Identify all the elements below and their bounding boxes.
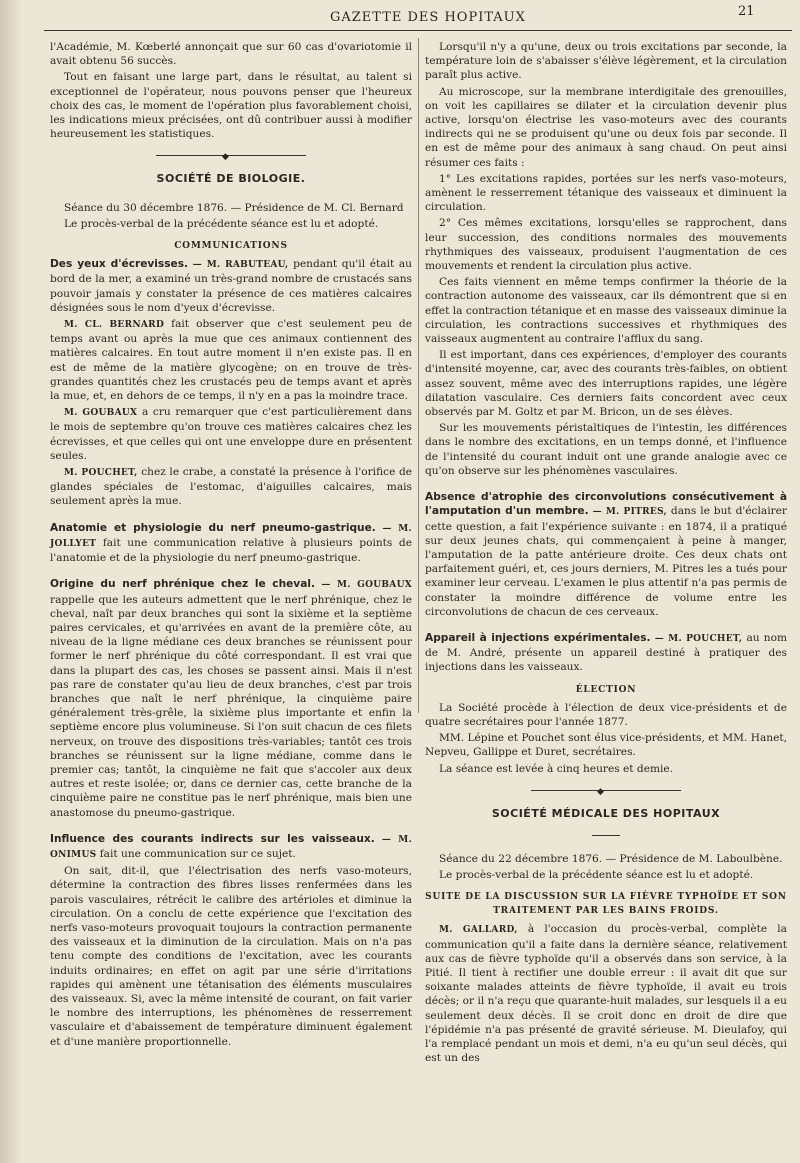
communications-heading: COMMUNICATIONS <box>174 241 288 252</box>
paragraph-bernard: M. CL. BERNARD fait observer que c'est seulement peu de temps avant ou après la mue que ces animaux contiennent des matières calcaires. En tout autre moment il n'en existe pas. Il en est de même de la matière glycogène; on en trouve de très-grandes quantités chez les crustacés peu de temps avant et après la mue, et, en dehors de ce temps, il n'y en a pas la moindre trace. <box>50 318 412 403</box>
proces-verbal: Le procès-verbal de la précédente séance est lu et adopté. <box>439 869 754 882</box>
paragraph: 2° Ces mêmes excitations, lorsqu'elles se rapprochent, dans leur succession, des conditions normales des mouvements rhythmiques des vaisseaux, produisent l'augmentation de ces mouvements et rendent la circulation plus active. <box>425 217 787 273</box>
article-atrophie: Absence d'atrophie des circonvolutions consécutivement à l'amputation d'un membre. — M. PITRES, dans le but d'éclairer cette question, a fait l'expérience suivante : en 1874, il a pratiqué sur deux jeunes chats, qui commençaient à peine à manger, l'amputation de la patte antérieure droite. Ces deux chats ont parfaitement guéri, et, ces jours derniers, M. Pitres les a tués pour examiner leur cerveau. L'examen le plus attentif n'a pas permis de constater la moindre différence de volume entre les circonvolutions de chacun de ces cerveaux. <box>425 491 787 618</box>
paragraph-pouchet: M. POUCHET, chez le crabe, a constaté la présence à l'orifice de glandes spéciales de l'estomac, d'aiguilles calcaires, mais seulement après la mue. <box>50 466 412 508</box>
right-column <box>425 40 787 1067</box>
paragraph: MM. Lépine et Pouchet sont élus vice-présidents, et MM. Hanet, Nepveu, Gallippe et Duret, secrétaires. <box>425 732 787 759</box>
paragraph: Ces faits viennent en même temps confirmer la théorie de la contraction autonome des vaisseaux, car ils démontrent que si en effet la contraction tétanique et en masse des vaisseaux diminue la circulation, les contractions successives et rhythmiques des vaisseaux augmentent au contraire l'afflux du sang. <box>425 276 787 346</box>
seance-line: Séance du 30 décembre 1876. — Présidence de M. Cl. Bernard <box>64 201 404 214</box>
running-title: GAZETTE DES HOPITAUX <box>330 10 526 25</box>
paragraph: La séance est levée à cinq heures et demie. <box>439 762 674 775</box>
article-phrenique: Origine du nerf phrénique chez le cheval. — M. GOUBAUX rappelle que les auteurs admettent que le nerf phrénique, chez le cheval, naît par deux branches qui sont la sixième et la septième paires cervicales, et qu'arrivées en avant de la première côte, au niveau de la ligne médiane ces deux branches se réunissent pour former le nerf phrénique du côté correspondant. Il est vrai que dans la plupart des cas, les choses se passent ainsi. Mais il n'est pas rare de constater qu'au lieu de deux branches, c'est par trois branches que naît le nerf phrénique, la cinquième paire généralement très-grêle, la sixième plus importante et enfin la septième encore plus volumineuse. Si l'on suit chacun de ces filets nerveux, on trouve des dispositions très-variables; tantôt ces trois branches se réunissent sur la ligne médiane, comme dans le premier cas; tantôt, la cinquième ne fait que s'accoler aux deux autres et reste isolée; or, dans ce dernier cas, cette branche de la cinquième paire ne constitue pas le nerf phrénique, mais bien une anastomose du pneumo-gastrique. <box>50 578 413 819</box>
paragraph: l'Académie, M. Kœberlé annonçait que sur 60 cas d'ovariotomie il avait obtenu 56 succès. <box>50 41 412 68</box>
page-edge-shadow <box>0 0 22 1163</box>
article-influence: Influence des courants indirects sur les vaisseaux. — M. ONIMUS fait une communication sur ce sujet. <box>50 832 413 860</box>
paragraph: La Société procède à l'élection de deux vice-présidents et de quatre secrétaires pour l'année 1877. <box>425 701 787 728</box>
paragraph: 1° Les excitations rapides, portées sur les nerfs vaso-moteurs, amènent le resserrement tétanique des vaisseaux et diminuent la circulation. <box>425 172 787 214</box>
section-divider: ◆ <box>531 790 681 791</box>
article-appareil: Appareil à injections expérimentales. — M. POUCHET, au nom de M. André, présente un appareil destiné à pratiquer des injections dans les vaisseaux. <box>425 631 787 674</box>
section-divider: ◆ <box>156 155 306 156</box>
paragraph-goubaux: M. GOUBAUX a cru remarquer que c'est particulièrement dans le mois de septembre qu'on trouve ces matières calcaires chez les écrevisses, et que celles qui ont une enveloppe dure en présentent seules. <box>50 406 412 462</box>
proces-verbal: Le procès-verbal de la précédente séance est lu et adopté. <box>64 217 379 230</box>
paragraph: Tout en faisant une large part, dans le résultat, au talent si exceptionnel de l'opérateur, nous pouvons penser que l'heureux choix des cas, le moment de l'opération plus favorablement choisi, les indications mieux précisées, ont dû contribuer aussi à modifier heureusement les statistiques. <box>50 71 412 141</box>
paragraph: Lorsqu'il n'y a qu'une, deux ou trois excitations par seconde, la température loin de s'abaisser s'élève légèrement, et la circulation paraît plus active. <box>425 41 787 82</box>
election-heading: ÉLECTION <box>575 684 637 695</box>
header-rule <box>44 30 792 31</box>
paragraph: Au microscope, sur la membrane interdigitale des grenouilles, on voit les capillaires se dilater et la circulation devenir plus active, lorsqu'on électrise les vaso-moteurs avec des courants indirects qui ne se produisent qu'une ou deux fois par seconde. Il en est de même pour des animaux à sang chaud. On peut ainsi résumer ces faits : <box>425 85 787 169</box>
paragraph-gallard: M. GALLARD, à l'occasion du procès-verbal, complète la communication qu'il a faite dans la dernière séance, relativement aux cas de fièvre typhoïde qu'il a observés dans son service, à la Pitié. Il tient à rectifier une double erreur : il avait dit que sur soixante malades atteints de fièvre typhoïde, il avait eu trois décès; or il n'a reçu que quarante-huit malades, sur lesquels il a eu seulement deux décès. Il se croit donc en droit de dire que l'épidémie n'a pas présenté de gravité sérieuse. M. Dieulafoy, qui l'a remplacé pendant un mois et demi, n'a eu qu'un seul décès, qui est un des <box>425 923 787 1065</box>
left-column <box>50 40 412 1051</box>
column-divider <box>418 38 419 713</box>
article-ecrevisses: Des yeux d'écrevisses. — M. RABUTEAU, pendant qu'il était au bord de la mer, a examiné un très-grand nombre de crustacés sans pouvoir jamais y constater la présence de ces matières calcaires désignées sous le nom d'yeux d'écrevisse. <box>50 258 412 314</box>
suite-heading: SUITE DE LA DISCUSSION SUR LA FIÈVRE TYPHOÏDE ET SON TRAITEMENT PAR LES BAINS FROIDS. <box>425 892 787 917</box>
paragraph: On sait, dit-il, que l'électrisation des nerfs vaso-moteurs, détermine la contraction des fibres lisses renfermées dans les parois vasculaires, rétrécit le calibre des artérioles et diminue la circulation. On a conclu de cette expérience que l'excitation des nerfs vaso-moteurs provoquait toujours la contraction permanente des vaisseaux et la diminution de la circulation. Mais on n'a pas tenu compte des conditions de l'excitation, avec les courants induits ordinaires; en effet on agit par une série d'irritations rapides qui amènent une tétanisation des éléments musculaires des vaisseaux. Si, avec la même intensité de courant, on fait varier le nombre des interruptions, les phénomènes de resserrement vasculaire et d'abaissement de température diminuent également et d'une manière proportionnelle. <box>50 865 412 1048</box>
section-title: SOCIÉTÉ MÉDICALE DES HOPITAUX <box>491 806 721 820</box>
page-number: 21 <box>738 4 755 19</box>
seance-line: Séance du 22 décembre 1876. — Présidence de M. Laboulbène. <box>439 852 783 865</box>
article-anatomie: Anatomie et physiologie du nerf pneumo-gastrique. — M. JOLLYET fait une communication relative à plusieurs points de l'anatomie et de la physiologie du nerf pneumo-gastrique. <box>50 521 412 565</box>
short-rule <box>592 835 620 836</box>
section-title: SOCIÉTÉ DE BIOLOGIE. <box>156 172 306 186</box>
paragraph: Sur les mouvements péristaltiques de l'intestin, les différences dans le nombre des excitations, en un temps donné, et l'influence de l'intensité du courant induit ont une grande analogie avec ce qu'on observe sur les phénomènes vasculaires. <box>425 422 787 477</box>
paragraph: Il est important, dans ces expériences, d'employer des courants d'intensité moyenne, car, avec des courants très-faibles, on obtient assez souvent, même avec des interruptions rapides, une légère dilatation vasculaire. Ces derniers faits concordent avec ceux observés par M. Goltz et par M. Bricon, un de ses élèves. <box>425 349 787 419</box>
